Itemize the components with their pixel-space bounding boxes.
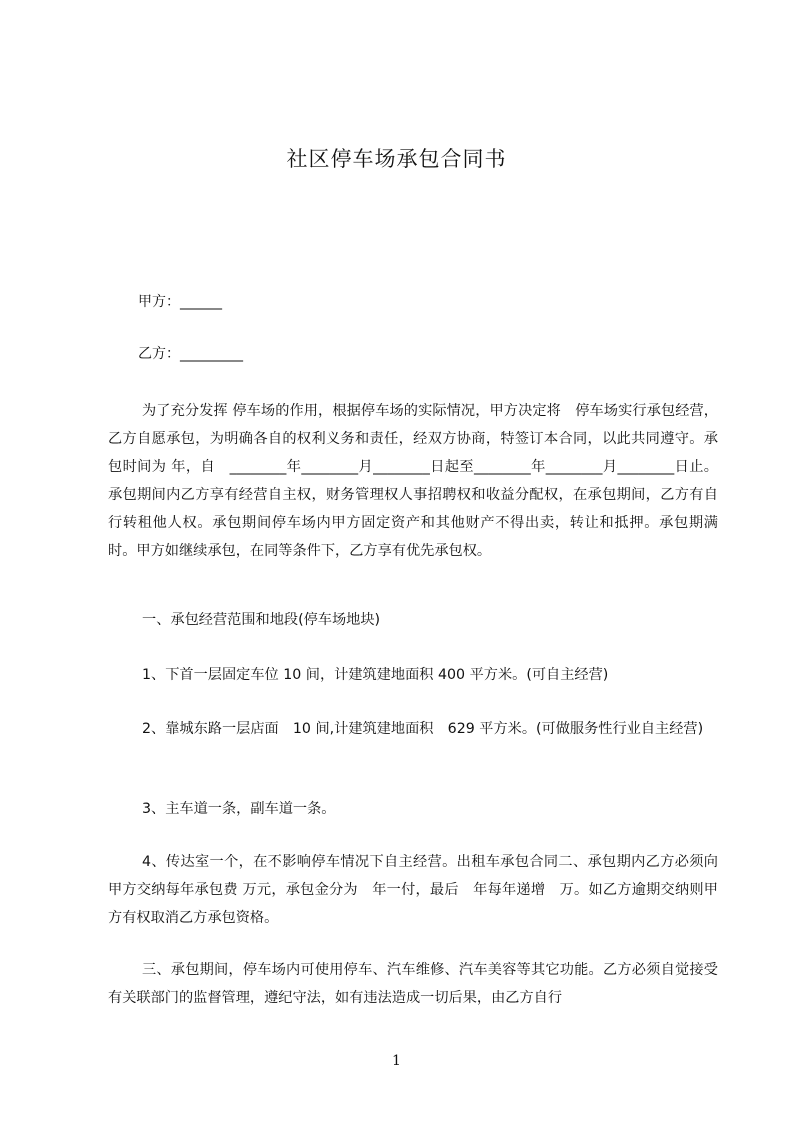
item-4-paragraph: 4、传达室一个，在不影响停车情况下自主经营。出租车承包合同二、承包期内乙方必须向甲方交纳每年承包费 万元，承包金分为 年一付，最后 年每年递增 万。如乙方逾期交纳则甲方有权取消乙方承包资格。	[108, 854, 718, 926]
item-1-paragraph: 1、下首一层固定车位 10 间，计建筑建地面积 400 平方米。(可自主经营)	[142, 667, 609, 683]
section-1-heading: 一、承包经营范围和地段(停车场地块)	[142, 612, 381, 628]
party-b-line: 乙方：_________	[138, 346, 243, 362]
party-a-line: 甲方：______	[138, 294, 222, 310]
item-2-paragraph: 2、靠城东路一层店面 10 间,计建筑建地面积 629 平方米。(可做服务性行业自主经营)	[142, 721, 704, 737]
section-3-paragraph: 三、承包期间，停车场内可使用停车、汽车维修、汽车美容等其它功能。乙方必须自觉接受有关联部门的监督管理，遵纪守法，如有违法造成一切后果，由乙方自行	[108, 962, 718, 1006]
intro-paragraph: 为了充分发挥 停车场的作用，根据停车场的实际情况，甲方决定将 停车场实行承包经营，乙方自愿承包，为明确各自的权利义务和责任，经双方协商，特签订本合同，以此共同遵守。承包时间为 年，自 ________年________月________日起至________年________月________日止。承包期间内乙方享有经营自主权，财务管理权人事招聘权和收益分配权，在承包期间，乙方有自行转租他人权。承包期间停车场内甲方固定资产和其他财产不得出卖，转让和抵押。承包期满时。甲方如继续承包，在同等条件下，乙方享有优先承包权。	[108, 403, 718, 559]
document-title: 社区停车场承包合同书	[286, 147, 507, 171]
item-3-paragraph: 3、主车道一条，副车道一条。	[142, 801, 336, 817]
page-number: 1	[392, 1053, 401, 1069]
